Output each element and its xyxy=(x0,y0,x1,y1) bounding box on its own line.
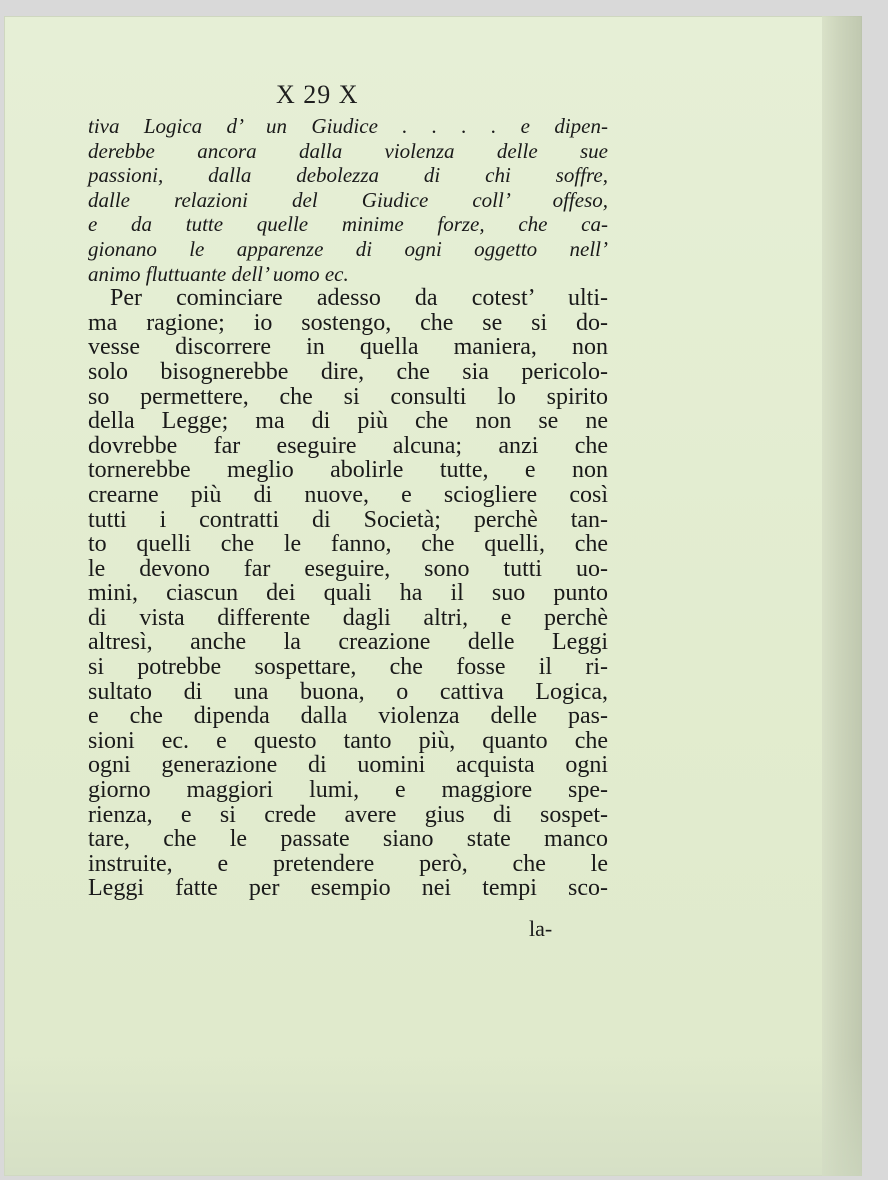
italic-passage xyxy=(88,114,608,286)
text-line: tiva Logica d’ un Giudice . . . . e dipen- xyxy=(88,114,608,138)
text-line: e che dipenda dalla violenza delle pas- xyxy=(88,703,608,730)
text-line: gionano le apparenze di ogni oggetto nell’ xyxy=(88,236,608,261)
text-line: derebbe ancora dalla violenza delle sue xyxy=(88,138,608,163)
text-line: so permettere, che si consulti lo spirito xyxy=(88,383,608,410)
text-line: sultato di una buona, o cattiva Logica, xyxy=(88,678,608,705)
text-line: rienza, e si crede avere gius di sospet- xyxy=(88,801,608,828)
text-line: di vista differente dagli altri, e perchè xyxy=(88,604,608,631)
page-bottom-shadow xyxy=(4,1056,862,1176)
text-line: sioni ec. e questo tanto più, quanto che xyxy=(88,727,608,754)
text-line: le devono far eseguire, sono tutti uo- xyxy=(88,555,608,582)
text-line: animo fluttuante dell’ uomo ec. xyxy=(88,261,349,286)
text-line: ogni generazione di uomini acquista ogni xyxy=(88,752,608,779)
text-line: solo bisognerebbe dire, che sia pericolo- xyxy=(88,358,608,385)
text-line: crearne più di nuove, e sciogliere così xyxy=(88,481,608,508)
text-line: e da tutte quelle minime forze, che ca- xyxy=(88,212,608,237)
text-line: tornerebbe meglio abolirle tutte, e non xyxy=(88,457,608,484)
page-text xyxy=(88,114,608,901)
page-edge xyxy=(822,16,862,1176)
text-line: si potrebbe sospettare, che fosse il ri- xyxy=(88,654,608,681)
book-page xyxy=(4,16,862,1176)
text-line: instruite, e pretendere però, che le xyxy=(88,850,608,877)
text-line: passioni, dalla debolezza di chi soffre, xyxy=(88,163,608,188)
text-line: to quelli che le fanno, che quelli, che xyxy=(88,531,608,558)
text-line: Leggi fatte per esempio nei tempi sco- xyxy=(88,875,608,902)
text-line: dovrebbe far eseguire alcuna; anzi che xyxy=(88,432,608,459)
text-line: ma ragione; io sostengo, che se si do- xyxy=(88,309,608,336)
text-line: dalle relazioni del Giudice coll’ offeso, xyxy=(88,187,608,212)
text-line: tutti i contratti di Società; perchè tan- xyxy=(88,506,608,533)
text-line: giorno maggiori lumi, e maggiore spe- xyxy=(88,777,608,804)
text-line: vesse discorrere in quella maniera, non xyxy=(88,334,608,361)
page-header: X 29 X xyxy=(276,80,359,109)
catchword: la- xyxy=(529,916,553,941)
text-line: altresì, anche la creazione delle Leggi xyxy=(88,629,608,656)
text-line: tare, che le passate siano state manco xyxy=(88,826,608,853)
text-line: della Legge; ma di più che non se ne xyxy=(88,408,608,435)
text-line: mini, ciascun dei quali ha il suo punto xyxy=(88,580,608,607)
text-line: Per cominciare adesso da cotest’ ulti- xyxy=(110,285,608,312)
roman-paragraph xyxy=(88,286,608,901)
